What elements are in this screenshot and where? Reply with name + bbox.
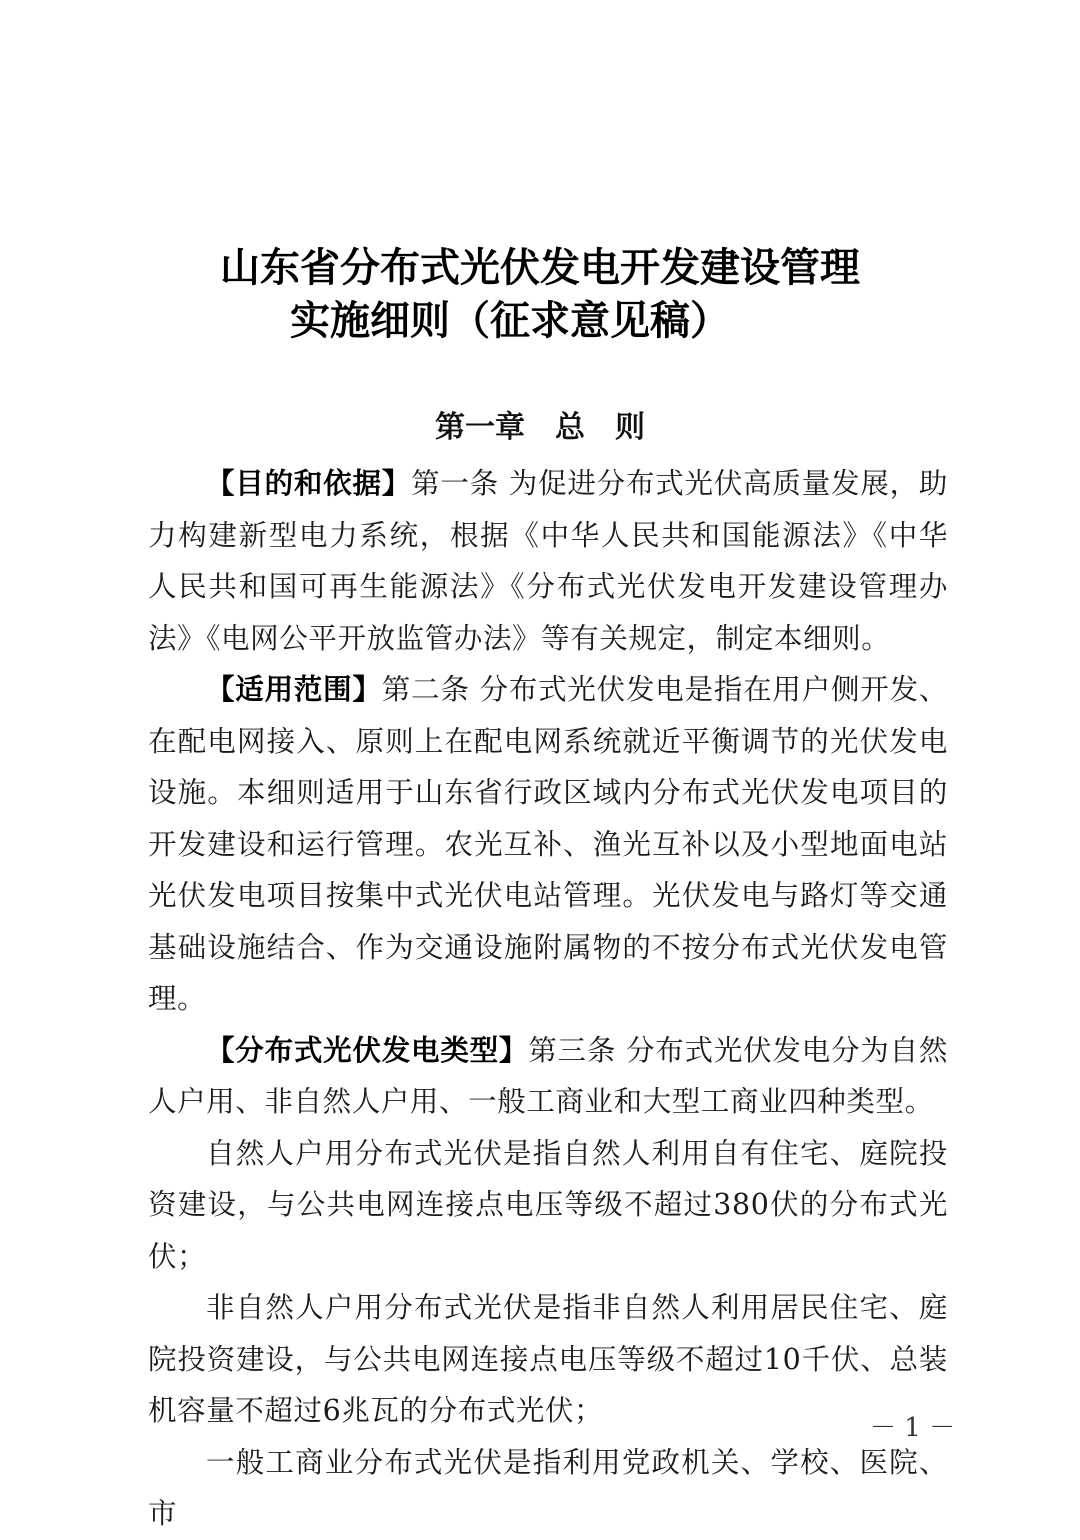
paragraph-tag: 【适用范围】 <box>206 672 382 706</box>
paragraph-text: 一般工商业分布式光伏是指利用党政机关、学校、医院、市 <box>148 1445 948 1530</box>
paragraph-types <box>148 1025 948 1128</box>
paragraph-text: 第二条 分布式光伏发电是指在用户侧开发、在配电网接入、原则上在配电网系统就近平衡调节的光伏发电设施。本细则适用于山东省行政区域内分布式光伏发电项目的开发建设和运行管理。农光互补、渔光互补以及小型地面电站光伏发电项目按集中式光伏电站管理。光伏发电与路灯等交通基础设施结合、作为交通设施附属物的不按分布式光伏发电管理。 <box>148 673 948 1015</box>
paragraph-text: 第三条 分布式光伏发电分为自然人户用、非自然人户用、一般工商业和大型工商业四种类型。 <box>148 1033 948 1118</box>
page-number: － 1 － <box>870 1413 956 1443</box>
paragraph-scope <box>148 664 948 1025</box>
paragraph-text: 第一条 为促进分布式光伏高质量发展，助力构建新型电力系统，根据《中华人民共和国能源法》《中华人民共和国可再生能源法》《分布式光伏发电开发建设管理办法》《电网公平开放监管办法》等有关规定，制定本细则。 <box>148 467 948 655</box>
chapter-heading: 第一章 总 则 <box>435 410 645 445</box>
paragraph-purpose <box>148 458 948 664</box>
paragraph-text: 非自然人户用分布式光伏是指非自然人利用居民住宅、庭院投资建设，与公共电网连接点电压等级不超过10千伏、总装机容量不超过6兆瓦的分布式光伏； <box>148 1291 948 1427</box>
paragraph-non-natural-person <box>148 1282 948 1437</box>
document-body <box>148 458 956 1540</box>
document-title-line-1: 山东省分布式光伏发电开发建设管理 <box>220 244 860 291</box>
paragraph-natural-person <box>148 1128 948 1283</box>
document-title-line-2: 实施细则（征求意见稿） <box>290 297 730 344</box>
paragraph-tag: 【目的和依据】 <box>206 466 412 500</box>
paragraph-tag: 【分布式光伏发电类型】 <box>206 1032 529 1067</box>
paragraph-general-commercial <box>148 1437 948 1540</box>
paragraph-text: 自然人户用分布式光伏是指自然人利用自有住宅、庭院投资建设，与公共电网连接点电压等级不超过380伏的分布式光伏； <box>148 1136 948 1273</box>
